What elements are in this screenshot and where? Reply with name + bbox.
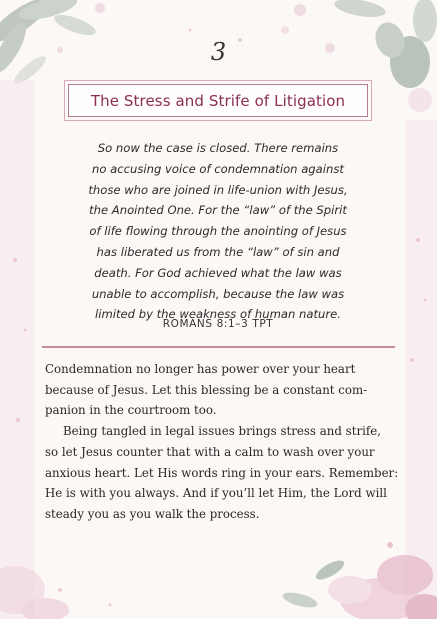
scripture-reference: ROMANS 8:1–3 TPT	[162, 318, 274, 330]
scripture-line: unable to accomplish, because the law was	[91, 286, 345, 301]
scripture-line: So now the case is closed. There remains	[97, 141, 339, 155]
chapter-number: 3	[210, 38, 227, 66]
scripture-line: those who are joined in life-union with Jesus,	[88, 182, 348, 197]
scripture-line: no accusing voice of condemnation against	[92, 161, 344, 176]
paragraph-line: Being tangled in legal issues brings stress and strife,	[63, 424, 381, 439]
scripture-quote	[72, 138, 364, 325]
paragraph-line: because of Jesus. Let this blessing be a constant com-	[45, 382, 368, 397]
left-edge-wash	[0, 80, 34, 619]
paragraph-line: so let Jesus counter that with a calm to wash over your	[45, 444, 375, 459]
title-frame	[68, 84, 368, 117]
blossom-bottom-left	[0, 566, 69, 619]
paragraph-line: steady you as you walk the process.	[45, 506, 260, 521]
scripture-line: has liberated us from the “law” of sin and	[96, 244, 340, 259]
scripture-line: death. For God achieved what the law was	[94, 265, 342, 280]
right-edge-wash	[405, 120, 437, 619]
paragraph-line: anxious heart. Let His words ring in your ears. Remember:	[45, 465, 399, 480]
paragraph-line: Condemnation no longer has power over your heart	[45, 362, 356, 376]
page-title: The Stress and Strife of Litigation	[90, 91, 346, 110]
scripture-line: limited by the weakness of human nature.	[95, 307, 341, 322]
scripture-line: the Anointed One. For the “law” of the Spirit	[89, 203, 347, 218]
section-divider	[42, 346, 395, 348]
paragraph-line: panion in the courtroom too.	[45, 403, 217, 418]
body-text	[45, 359, 399, 525]
scripture-line: of life flowing through the anointing of Jesus	[89, 224, 347, 239]
paragraph-line: He is with you always. And if you’ll let Him, the Lord will	[45, 486, 387, 501]
